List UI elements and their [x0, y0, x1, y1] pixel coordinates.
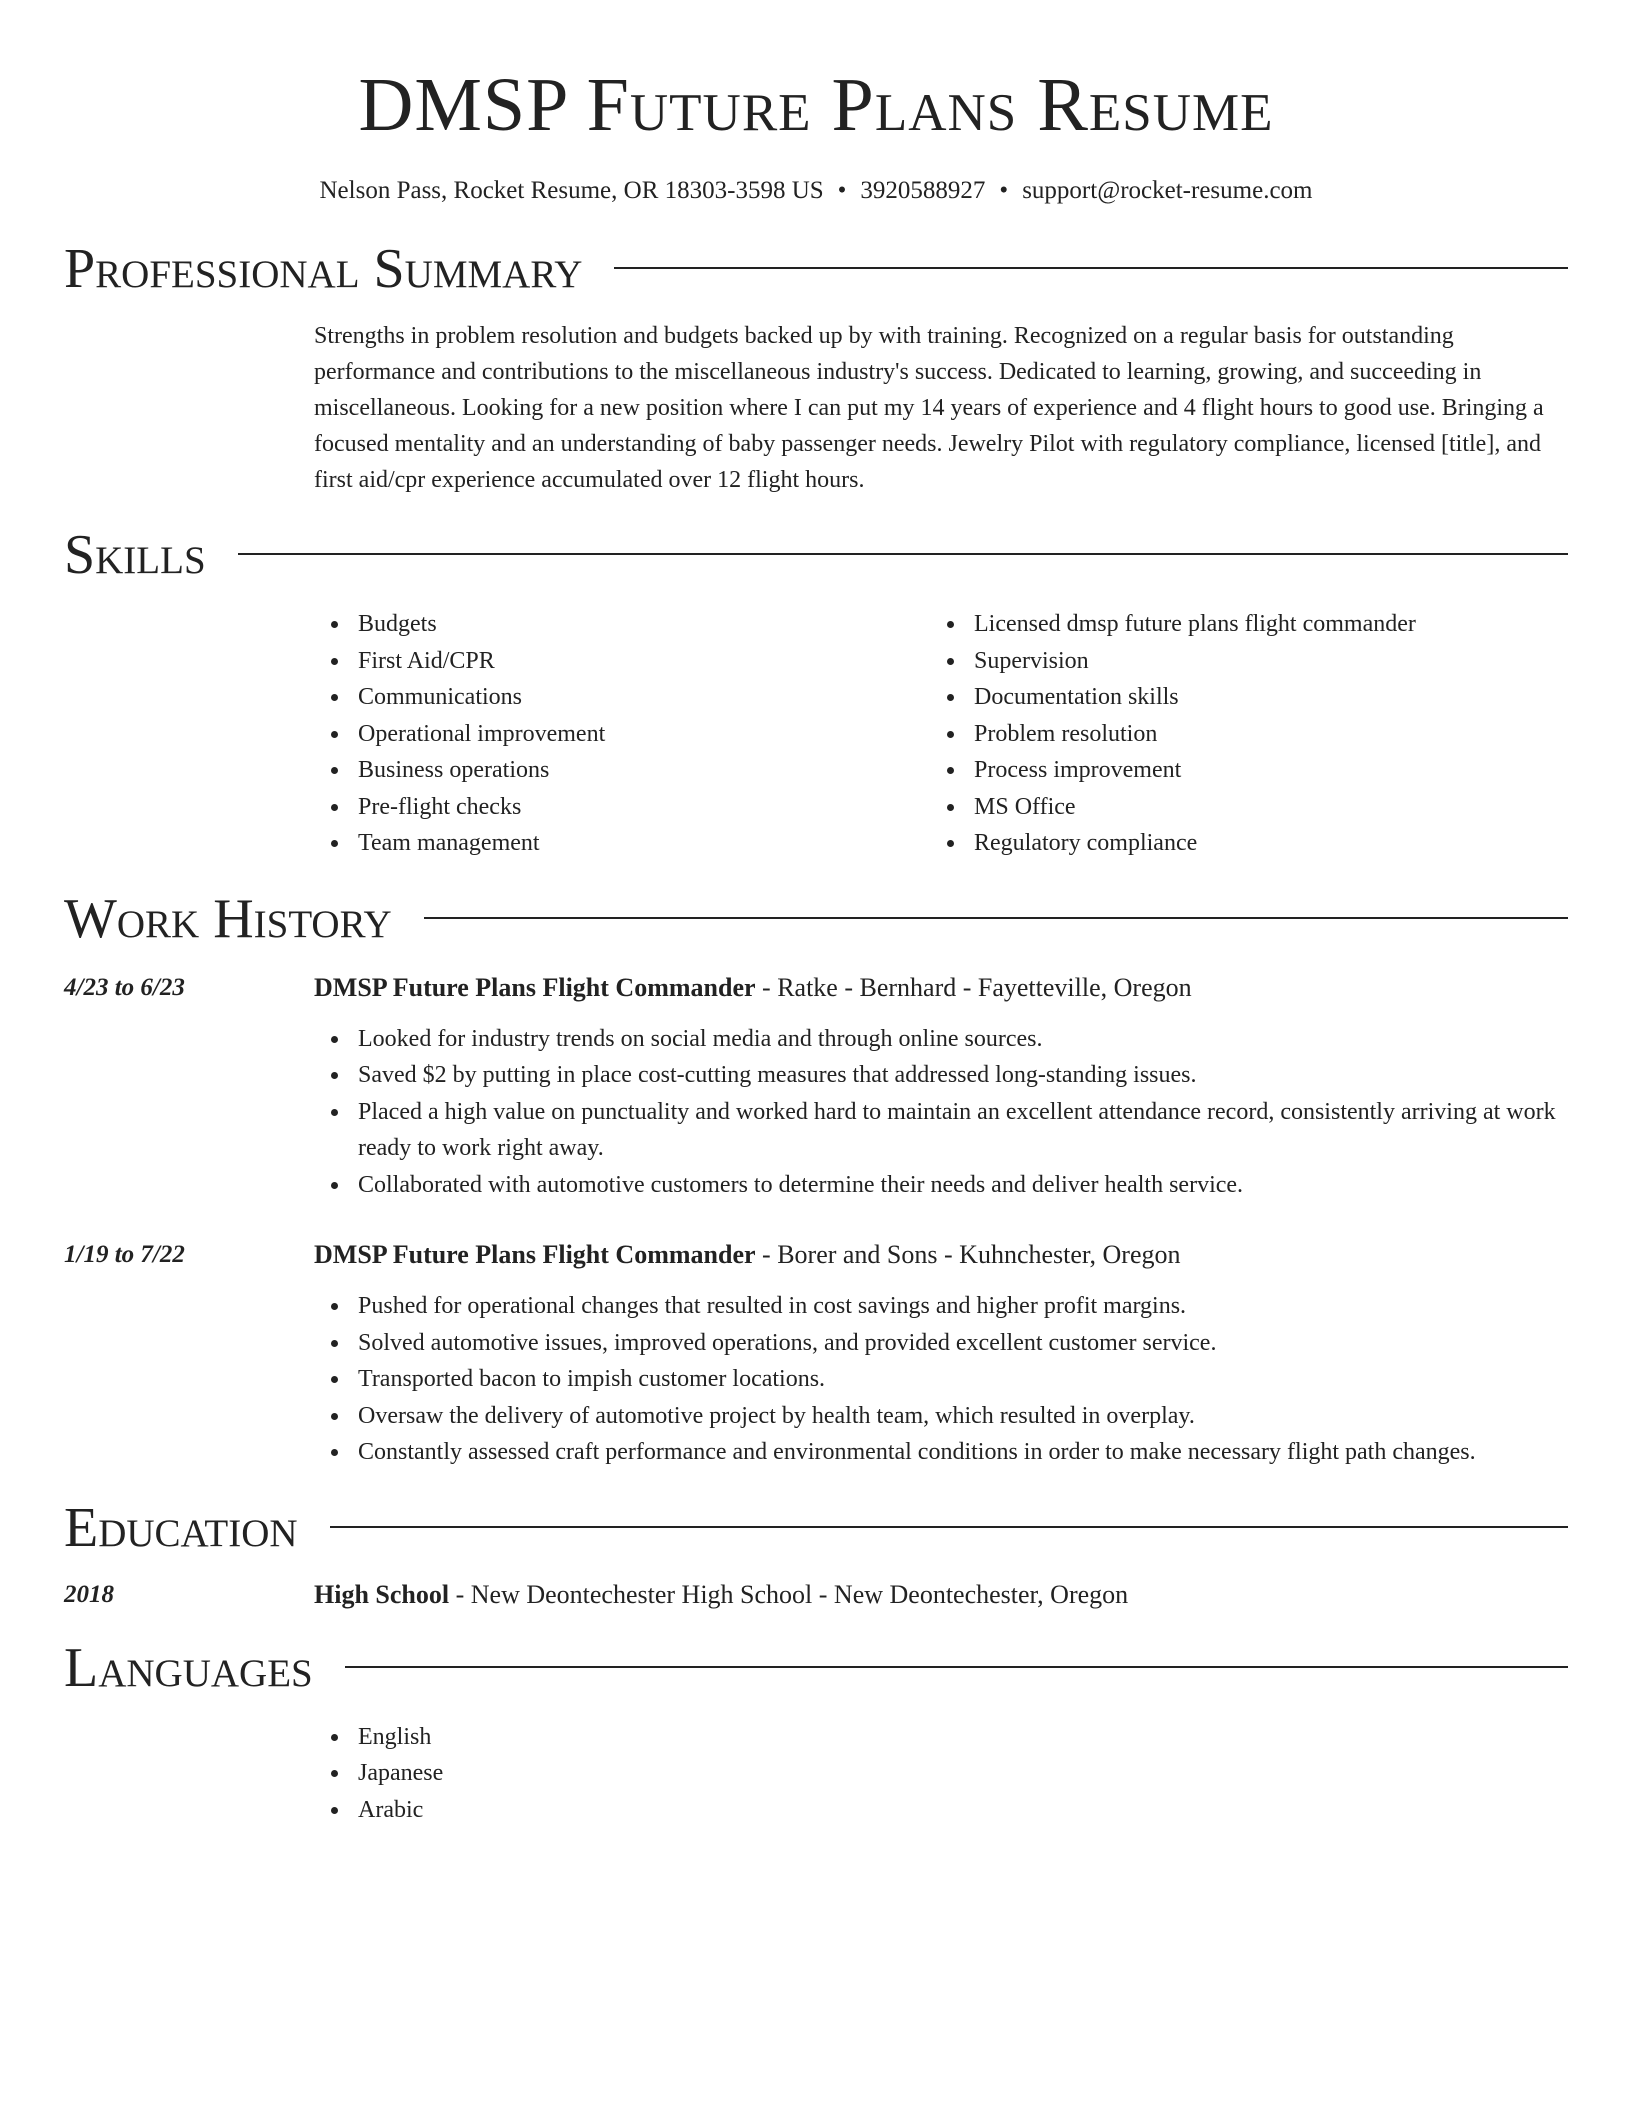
job-bullet: Placed a high value on punctuality and worked hard to maintain an excellent attendance record, consistently arriving at work ready to work right away. — [358, 1094, 1568, 1167]
education-line — [314, 1577, 1568, 1613]
right-column — [314, 318, 1568, 498]
section-divider — [238, 553, 1568, 555]
skill-item: Documentation skills — [974, 679, 1546, 716]
section-title-skills: Skills — [64, 524, 206, 586]
skill-item: Supervision — [974, 643, 1546, 680]
skill-item: Pre-flight checks — [358, 789, 930, 826]
skill-item: Process improvement — [974, 752, 1546, 789]
job-content — [314, 1237, 1568, 1471]
education-row — [64, 1577, 1568, 1613]
job-details: - Borer and Sons - Kuhnchester, Oregon — [755, 1240, 1181, 1269]
section-body — [64, 606, 1568, 862]
language-item: English — [358, 1719, 1568, 1756]
contact-email: support@rocket-resume.com — [1022, 177, 1313, 204]
job-bullet: Constantly assessed craft performance and environmental conditions in order to make necessary flight path changes. — [358, 1434, 1568, 1471]
job-bullet: Saved $2 by putting in place cost-cutting measures that addressed long-standing issues. — [358, 1057, 1568, 1094]
languages-section — [64, 1635, 1568, 1829]
resume-page — [64, 0, 1568, 1828]
job-role: DMSP Future Plans Flight Commander — [314, 1240, 756, 1269]
section-divider — [330, 1526, 1568, 1528]
job-bullets — [314, 1288, 1568, 1471]
section-heading — [64, 1495, 1568, 1561]
job-bullet: Solved automotive issues, improved operations, and provided excellent customer service. — [358, 1325, 1568, 1362]
language-item: Arabic — [358, 1792, 1568, 1829]
job-bullet: Collaborated with automotive customers to determine their needs and deliver health service. — [358, 1167, 1568, 1204]
contact-line — [64, 176, 1568, 206]
summary-section — [64, 236, 1568, 498]
left-column — [64, 606, 314, 862]
resume-header — [64, 0, 1568, 206]
job-title-line — [314, 970, 1568, 1006]
section-title-summary: Professional Summary — [64, 238, 583, 300]
skill-item: Communications — [358, 679, 930, 716]
left-column — [64, 318, 314, 498]
summary-text: Strengths in problem resolution and budgets backed up by with training. Recognized on a regular basis for outstanding performance and contributions to the miscellaneous industry's success. Dedicated to learning, growing, and succeeding in miscellaneous. Looking for a new position where I can put my 14 years of experience and 4 flight hours to good use. Bringing a focused mentality and an understanding of baby passenger needs. Jewelry Pilot with regulatory compliance, licensed [title], and first aid/cpr experience accumulated over 12 flight hours. — [314, 323, 1544, 493]
skill-item: Operational improvement — [358, 716, 930, 753]
skill-item: Problem resolution — [974, 716, 1546, 753]
skill-item: Team management — [358, 825, 930, 862]
section-divider — [345, 1666, 1568, 1668]
skills-list-right — [930, 606, 1546, 862]
job-bullet: Looked for industry trends on social media and through online sources. — [358, 1021, 1568, 1058]
language-item: Japanese — [358, 1755, 1568, 1792]
job-dates: 4/23 to 6/23 — [64, 973, 185, 1001]
skill-item: Business operations — [358, 752, 930, 789]
skill-item: Budgets — [358, 606, 930, 643]
education-year: 2018 — [64, 1580, 114, 1608]
job-entry — [64, 970, 1568, 1204]
job-content — [314, 970, 1568, 1204]
section-heading — [64, 236, 1568, 302]
job-title-line — [314, 1237, 1568, 1273]
skills-grid — [314, 606, 1568, 862]
section-divider — [614, 267, 1568, 269]
contact-address: Nelson Pass, Rocket Resume, OR 18303-3598 US — [319, 177, 824, 204]
section-title-education: Education — [64, 1496, 298, 1559]
section-heading — [64, 522, 1568, 588]
job-bullet: Transported bacon to impish customer locations. — [358, 1361, 1568, 1398]
work-history-section — [64, 886, 1568, 1471]
skill-item: Regulatory compliance — [974, 825, 1546, 862]
contact-separator: • — [999, 177, 1009, 204]
job-entry — [64, 1237, 1568, 1471]
section-body — [64, 318, 1568, 498]
job-dates: 1/19 to 7/22 — [64, 1241, 185, 1268]
resume-name: DMSP Future Plans Resume — [358, 63, 1274, 147]
skill-item: First Aid/CPR — [358, 643, 930, 680]
job-bullet: Oversaw the delivery of automotive project by health team, which resulted in overplay. — [358, 1398, 1568, 1435]
job-role: DMSP Future Plans Flight Commander — [314, 972, 756, 1002]
right-column — [314, 1719, 1568, 1829]
education-content — [314, 1577, 1568, 1613]
section-title-work: Work History — [64, 887, 392, 950]
section-body — [64, 1719, 1568, 1829]
section-heading — [64, 886, 1568, 952]
section-divider — [424, 917, 1568, 919]
contact-phone: 3920588927 — [860, 177, 986, 204]
skills-section — [64, 522, 1568, 862]
job-row — [64, 1237, 1568, 1471]
education-section — [64, 1495, 1568, 1613]
job-bullet: Pushed for operational changes that resulted in cost savings and higher profit margins. — [358, 1288, 1568, 1325]
job-row — [64, 970, 1568, 1204]
job-bullets — [314, 1021, 1568, 1204]
skill-item: MS Office — [974, 789, 1546, 826]
section-title-languages: Languages — [64, 1636, 313, 1699]
contact-separator: • — [837, 177, 847, 204]
skill-item: Licensed dmsp future plans flight commander — [974, 606, 1546, 643]
education-details: - New Deontechester High School - New Deontechester, Oregon — [449, 1579, 1129, 1609]
job-details: - Ratke - Bernhard - Fayetteville, Oregon — [755, 972, 1192, 1002]
section-heading — [64, 1635, 1568, 1701]
education-degree: High School — [314, 1579, 450, 1609]
left-column — [64, 1719, 314, 1829]
languages-list — [314, 1719, 1568, 1829]
skills-list-left — [314, 606, 930, 862]
